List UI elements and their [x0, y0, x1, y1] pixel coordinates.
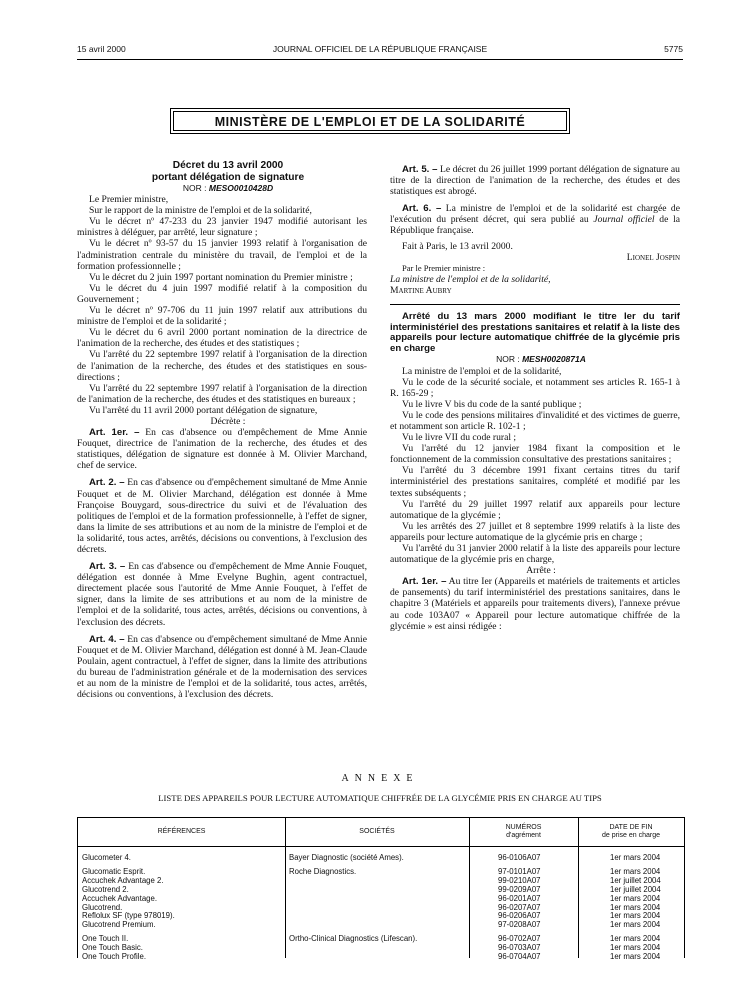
col-header-text: NUMÉROS: [505, 823, 542, 831]
running-header: [77, 44, 683, 58]
cell-societe: Ortho-Clinical Diagnostics (Lifescan).: [289, 934, 418, 944]
journal-officiel: Journal officiel: [593, 214, 655, 226]
arrete-intro: Vu les arrêtés des 27 juillet et 8 septembre 1999 relatifs à la liste des appareils pour lecture automatique de la glycémie pris en charge ;: [390, 520, 680, 543]
art6-text: La ministre de l'emploi et de la solidarité est chargée de l'exécution du présent décret, qui sera publié au: [390, 203, 680, 226]
cell-reference: Glucotrend 2.: [82, 884, 129, 894]
nor-label: NOR :: [182, 183, 209, 193]
cell-numero: 96-0201A07: [498, 893, 541, 903]
decree-intro: Vu le décret du 2 juin 1997 portant nomination du Premier ministre ;: [89, 271, 353, 283]
decree-art2: [77, 477, 367, 555]
col-header-societes: [285, 818, 469, 846]
decree-title-2: portant délégation de signature: [151, 171, 305, 183]
art1-label: Art. 1er. –: [89, 427, 140, 439]
art1-text: En cas d'absence ou d'empêchement de Mme Annie Fouquet, directrice de l'animation de la recherche, des études et des statistiques, délégation de signature est donnée à M. Olivier Marchand, chef de service.: [77, 427, 367, 472]
arrete-intro: Vu le code de la sécurité sociale, et notamment ses articles R. 165-1 à R. 165-29 ;: [390, 376, 680, 399]
decree-intro: Vu l'arrêté du 22 septembre 1997 relatif à l'organisation de la direction de l'animation de la recherche, des études et des statistiques en sous-directions ;: [77, 349, 367, 383]
decree-intro: Vu le décret nº 97-706 du 11 juin 1997 relatif aux attributions du ministre de l'emploi et de la solidarité ;: [77, 305, 367, 328]
right-column: [390, 162, 680, 632]
cell-date: 1er juillet 2004: [610, 875, 661, 885]
art5-text: Le décret du 26 juillet 1999 portant délégation de signature au titre de la direction de l'animation de la recherche, des études et des statistiques est abrogé.: [390, 164, 680, 198]
arrete-art1: [390, 576, 680, 631]
col-header-text: SOCIÉTÉS: [359, 827, 395, 835]
arrete-art1-label: Art. 1er. –: [402, 576, 447, 588]
cell-numero: 96-0704A07: [498, 952, 541, 961]
nor-code: MESH0020871A: [522, 354, 586, 365]
decree-intro: Vu le décret nº 93-57 du 15 janvier 1993 relatif à l'organisation de l'administration centrale du ministère du travail, de l'emploi et de la formation professionnelle ;: [77, 238, 367, 272]
cell-societe: Roche Diagnostics.: [289, 866, 357, 876]
cell-numero: 97-0208A07: [498, 920, 541, 930]
col-header-subtext: d'agrément: [506, 832, 541, 839]
arrete-intro: Vu l'arrêté du 12 janvier 1984 fixant la composition et le fonctionnement de la commission consultative des prestations sanitaires ;: [390, 443, 680, 466]
art4-text: En cas d'absence ou d'empêchement simultané de Mme Annie Fouquet et de M. Olivier Marchand, délégation est donné à M. Jean-Claude Poulain, agent contractuel, à l'effet de signer, dans la limite des attributions du bureau de l'administration générale et de la modernisation des services et au nom de la ministre de l'emploi et de la solidarité, tous actes, arrêtés, décisions ou conventions, à l'exclusion des décrets.: [77, 633, 367, 701]
decree-art1: [77, 427, 367, 471]
minister-name: Martine Aubry: [390, 284, 452, 296]
arrete-arrete: Arrête :: [526, 565, 556, 577]
annex-heading: ANNEXE: [341, 773, 419, 784]
cell-date: 1er mars 2004: [610, 920, 661, 930]
cell-reference: One Touch II.: [82, 934, 129, 944]
arrete-intro: Vu le livre V bis du code de la santé publique ;: [402, 398, 582, 410]
minister-title: La ministre de l'emploi et de la solidarité,: [390, 273, 551, 285]
col-header-date: [578, 818, 684, 846]
decree-intro: Vu l'arrêté du 11 avril 2000 portant délégation de signature,: [89, 404, 318, 416]
cell-numero: 96-0703A07: [498, 943, 541, 953]
arrete-intro: Vu l'arrêté du 31 janvier 2000 relatif à la liste des appareils pour lecture automatique de la glycémie pris en charge,: [390, 543, 680, 566]
nor-label: NOR :: [496, 354, 523, 365]
col-header-text: RÉFÉRENCES: [157, 827, 206, 835]
arrete-nor: [390, 354, 680, 365]
nor-code: MESO0010428D: [208, 183, 274, 193]
art2-text: En cas d'absence ou d'empêchement simultané de Mme Annie Fouquet et de M. Olivier Marchand, délégation est donnée à Mme Françoise Bouygard, sous-directrice du suivi et de l'évaluation des politiques de l'emploi et de la formation professionnelle, à l'effet de signer, dans la limite de ses attributions et au nom de la ministre de l'emploi et de la solidarité, tous actes, arrêtés, décisions ou conventions, à l'exclusion des décrets.: [77, 477, 367, 555]
arrete-intro: Vu l'arrêté du 29 juillet 1997 relatif aux appareils pour lecture automatique de la glycémie ;: [390, 498, 680, 521]
cell-reference: Accuchek Advantage.: [82, 893, 157, 903]
annex-subtitle: LISTE DES APPAREILS POUR LECTURE AUTOMATIQUE CHIFFRÉE DE LA GLYCÉMIE PRIS EN CHARGE AU TIPS: [158, 793, 602, 803]
arrete-intro: Vu le code des pensions militaires d'invalidité et des victimes de guerre, et notamment son article R. 102-1 ;: [390, 409, 680, 432]
decree-nor: [77, 183, 367, 194]
ministry-box: [170, 108, 570, 134]
decree-fait: Fait à Paris, le 13 avril 2000.: [402, 240, 513, 252]
decree-intro: Le Premier ministre,: [89, 194, 169, 206]
par-premier-ministre: Par le Premier ministre :: [402, 262, 486, 273]
cell-date: 1er mars 2004: [610, 902, 661, 912]
cell-numero: 96-0207A07: [498, 902, 541, 912]
left-column: [77, 160, 367, 700]
cell-numero: 96-0206A07: [498, 911, 541, 921]
cell-date: 1er mars 2004: [610, 952, 661, 961]
cell-reference: One Touch Profile.: [82, 952, 147, 961]
cell-reference: Glucometer 4.: [82, 853, 131, 862]
decree-art5: [390, 164, 680, 197]
cell-numero: 99-0209A07: [498, 884, 541, 894]
col-header-text: DATE DE FIN: [609, 823, 653, 831]
decree-decrete: Décrète :: [210, 415, 246, 427]
section-separator: [390, 304, 680, 305]
arrete-intro: Vu l'arrêté du 3 décembre 1991 fixant certains titres du tarif interministériel des prestations sanitaires, complété et modifié par les textes subséquents ;: [390, 465, 680, 499]
decree-art3: [77, 561, 367, 628]
cell-date: 1er juillet 2004: [610, 884, 661, 894]
cell-reference: Accuchek Advantage 2.: [82, 875, 164, 885]
decree-intro: Sur le rapport de la ministre de l'emploi et de la solidarité,: [89, 205, 312, 217]
cell-date: 1er mars 2004: [610, 934, 661, 944]
cell-societe: Bayer Diagnostic (société Ames).: [289, 853, 404, 862]
arrete-title: Arrêté du 13 mars 2000 modifiant le titre Ier du tarif interministériel des prestations sanitaires et relatif à la liste des appareils pour lecture automatique chiffrée de la glycémie pris en charge: [390, 311, 680, 354]
signatory-name: Lionel Jospin: [626, 251, 680, 263]
arrete-intro: La ministre de l'emploi et de la solidarité,: [402, 365, 562, 377]
art3-label: Art. 3. –: [89, 561, 126, 573]
cell-date: 1er mars 2004: [610, 893, 661, 903]
art2-label: Art. 2. –: [89, 477, 125, 489]
col-header-references: [78, 818, 285, 846]
art6-text-end: de la République française.: [390, 214, 680, 237]
decree-art6: [390, 203, 680, 236]
cell-reference: Glucotrend.: [82, 902, 123, 912]
art3-text: En cas d'absence ou d'empêchement de Mme Annie Fouquet, délégation est donnée à Mme Evelyne Bughin, agent contractuel, directement placée sous l'autorité de Mme Annie Fouquet, à l'effet de signer, dans la limite de ses attributions et au nom de la ministre de l'emploi et de la solidarité, tous actes, arrêtés, décisions ou conventions, à l'exclusion des décrets.: [77, 561, 367, 628]
decree-title-1: Décret du 13 avril 2000: [172, 160, 284, 171]
decree-intro: Vu le décret du 6 avril 2000 portant nomination de la directrice de l'animation de la recherche, des études et des statistiques ;: [77, 327, 367, 350]
art5-label: Art. 5. –: [402, 164, 438, 175]
cell-numero: 96-0702A07: [498, 934, 541, 944]
cell-date: 1er mars 2004: [610, 943, 661, 953]
header-page-number: 5775: [664, 44, 683, 54]
decree-intro: Vu le décret nº 47-233 du 23 janvier 1947 modifié autorisant les ministres à déléguer, par arrêté, leur signature ;: [77, 216, 367, 239]
cell-date: 1er mars 2004: [610, 911, 661, 921]
cell-date: 1er mars 2004: [610, 853, 661, 862]
header-journal: JOURNAL OFFICIEL DE LA RÉPUBLIQUE FRANÇAISE: [272, 44, 488, 54]
arrete-art1-text: Au titre Ier (Appareils et matériels de traitements et articles de pansements) du tarif interministériel des prestations sanitaires, dans le chapitre 3 (Matériels et appareils pour traitements divers), l'annexe prévue au code 103A07 « Appareil pour lecture automatique chiffrée de la glycémie » est ainsi rédigée :: [390, 576, 680, 632]
ministry-title: MINISTÈRE DE L'EMPLOI ET DE LA SOLIDARITÉ: [173, 111, 567, 131]
header-rule: [77, 59, 683, 60]
header-divider: [78, 846, 684, 847]
art4-label: Art. 4. –: [89, 633, 125, 645]
art6-label: Art. 6. –: [402, 203, 442, 215]
annex-table: [77, 817, 685, 961]
header-date: 15 avril 2000: [77, 44, 126, 54]
cell-numero: 97-0101A07: [498, 866, 541, 876]
arrete-intro: Vu le livre VII du code rural ;: [402, 432, 517, 444]
decree-art4: [77, 634, 367, 701]
cell-reference: Glucomatic Esprit.: [82, 866, 146, 876]
col-header-subtext: de prise en charge: [602, 832, 660, 839]
decree-intro: Vu l'arrêté du 22 septembre 1997 relatif à l'organisation de la direction de l'animation de la recherche, des études et des statistiques en bureaux ;: [77, 382, 367, 405]
cell-reference: One Touch Basic.: [82, 943, 143, 953]
cell-numero: 99-0210A07: [498, 875, 541, 885]
col-header-numeros: [469, 818, 578, 846]
decree-intro: Vu le décret du 4 juin 1997 modifié relatif à la composition du Gouvernement ;: [77, 282, 367, 305]
cell-date: 1er mars 2004: [610, 866, 661, 876]
cell-numero: 96-0106A07: [498, 853, 541, 862]
cell-reference: Glucotrend Premium.: [82, 920, 156, 930]
cell-reference: Reflolux SF (type 978019).: [82, 911, 175, 921]
